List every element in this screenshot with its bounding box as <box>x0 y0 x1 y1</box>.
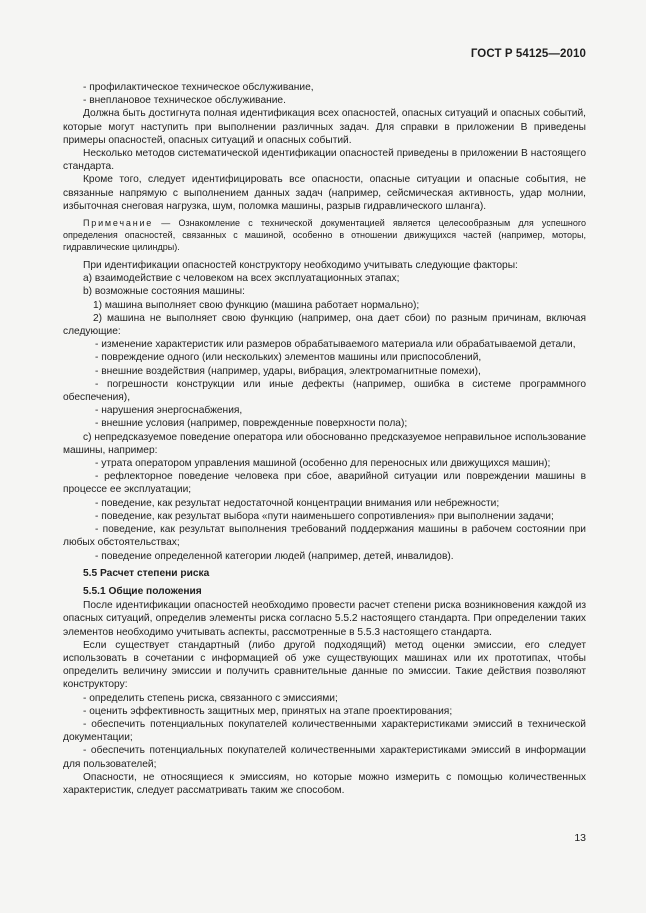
paragraph: Должна быть достигнута полная идентификация всех опасностей, опасных ситуаций и опасных событий, которые могут наступить при выполнении различных задач. Для справки в приложении В приведены примеры опасностей, опасных ситуаций и опасных событий. <box>63 108 586 146</box>
list-item: - оценить эффективность защитных мер, принятых на этапе проектирования; <box>83 705 453 717</box>
note-paragraph <box>63 217 586 253</box>
list-item: - погрешности конструкции или иные дефекты (например, ошибка в системе программного обеспечения), <box>63 378 586 404</box>
list-item: - внешние воздействия (например, удары, вибрация, электромагнитные помехи), <box>95 365 481 377</box>
list-item: - профилактическое техническое обслуживание, <box>83 82 314 93</box>
list-item: - обеспечить потенциальных покупателей количественными характеристиками эмиссий в информации для пользователей; <box>63 745 586 770</box>
paragraph: Опасности, не относящиеся к эмиссиям, но которые можно измерить с помощью количественных характеристик, следует рассматривать таким же способом. <box>63 771 586 796</box>
paragraph: Если существует стандартный (либо другой подходящий) метод оценки эмиссии, его следует использовать в сочетании с информацией об уже существующих машинах или их прототипах, чтобы определить величину эмиссии и получить сравнительные данные по эмиссии. Такие действия позволяют конструктору: <box>63 639 586 691</box>
paragraph: После идентификации опасностей необходимо провести расчет степени риска возникновения каждой из опасных ситуаций, определив элементы риска согласно 5.5.2 настоящего стандарта. При определении таких элементов необходимо учитывать аспекты, рассмотренные в 5.5.3 настоящего стандарта. <box>63 600 586 638</box>
list-item: - повреждение одного (или нескольких) элементов машины или приспособлений, <box>95 352 482 364</box>
list-item: - нарушения энергоснабжения, <box>95 405 243 417</box>
paragraph: Несколько методов систематической идентификации опасностей приведены в приложении В настоящего стандарта. <box>63 148 586 173</box>
list-item: - поведение, как результат недостаточной концентрации внимания или небрежности; <box>95 497 500 509</box>
list-item: - поведение, как результат выполнения требований поддержания машины в рабочем состоянии при любых обстоятельствах; <box>63 524 586 549</box>
paragraph: Кроме того, следует идентифицировать все опасности, опасные ситуации и опасные события, не связанные напрямую с выполнением данных задач (например, сейсмическая активность, удар молнии, избыточная снеговая нагрузка, шум, поломка машины, разрыв гидравлического шланга). <box>63 174 586 212</box>
list-item: c) непредсказуемое поведение оператора или обоснованно предсказуемое неправильное использование машины, например: <box>63 431 586 456</box>
list-item: - поведение определенной категории людей (например, детей, инвалидов). <box>95 550 454 562</box>
note-text: — Ознакомление с технической документацией является целесообразным для успешного определения опасностей, связанных с машиной, особенно в отношении движущихся частей (например, моторы, гидравлические цилиндры). <box>63 218 586 253</box>
page-body <box>63 81 586 797</box>
list-item: - обеспечить потенциальных покупателей количественными характеристиками эмиссий в технической документации; <box>63 718 586 744</box>
section-heading: 5.5 Расчет степени риска <box>83 567 210 579</box>
list-item: - поведение, как результат выбора «пути наименьшего сопротивления» при выполнении задачи; <box>95 510 554 522</box>
list-item: b) возможные состояния машины: <box>83 286 245 298</box>
list-item: 1) машина выполняет свою функцию (машина работает нормально); <box>93 299 420 311</box>
list-item: - изменение характеристик или размеров обрабатываемого материала или обрабатываемой детали, <box>95 339 576 351</box>
list-item: - внеплановое техническое обслуживание. <box>83 95 286 107</box>
list-item: a) взаимодействие с человеком на всех эксплуатационных этапах; <box>83 273 400 285</box>
list-item: - рефлекторное поведение человека при сбое, аварийной ситуации или повреждении машины в процессе ее эксплуатации; <box>63 471 586 496</box>
list-item: - внешние условия (например, поврежденные поверхности пола); <box>95 418 408 430</box>
document-code-header: ГОСТ Р 54125—2010 <box>470 48 586 60</box>
note-label: Примечание <box>83 218 154 229</box>
list-item: - определить степень риска, связанного с эмиссиями; <box>83 692 338 704</box>
page-number: 13 <box>574 832 586 844</box>
list-item: - утрата оператором управления машиной (особенно для переносных или движущихся машин); <box>95 458 551 470</box>
list-item: 2) машина не выполняет свою функцию (например, она дает сбои) по разным причинам, включая следующие: <box>63 312 586 338</box>
paragraph: При идентификации опасностей конструктору необходимо учитывать следующие факторы: <box>83 260 518 272</box>
subsection-heading: 5.5.1 Общие положения <box>83 585 202 597</box>
